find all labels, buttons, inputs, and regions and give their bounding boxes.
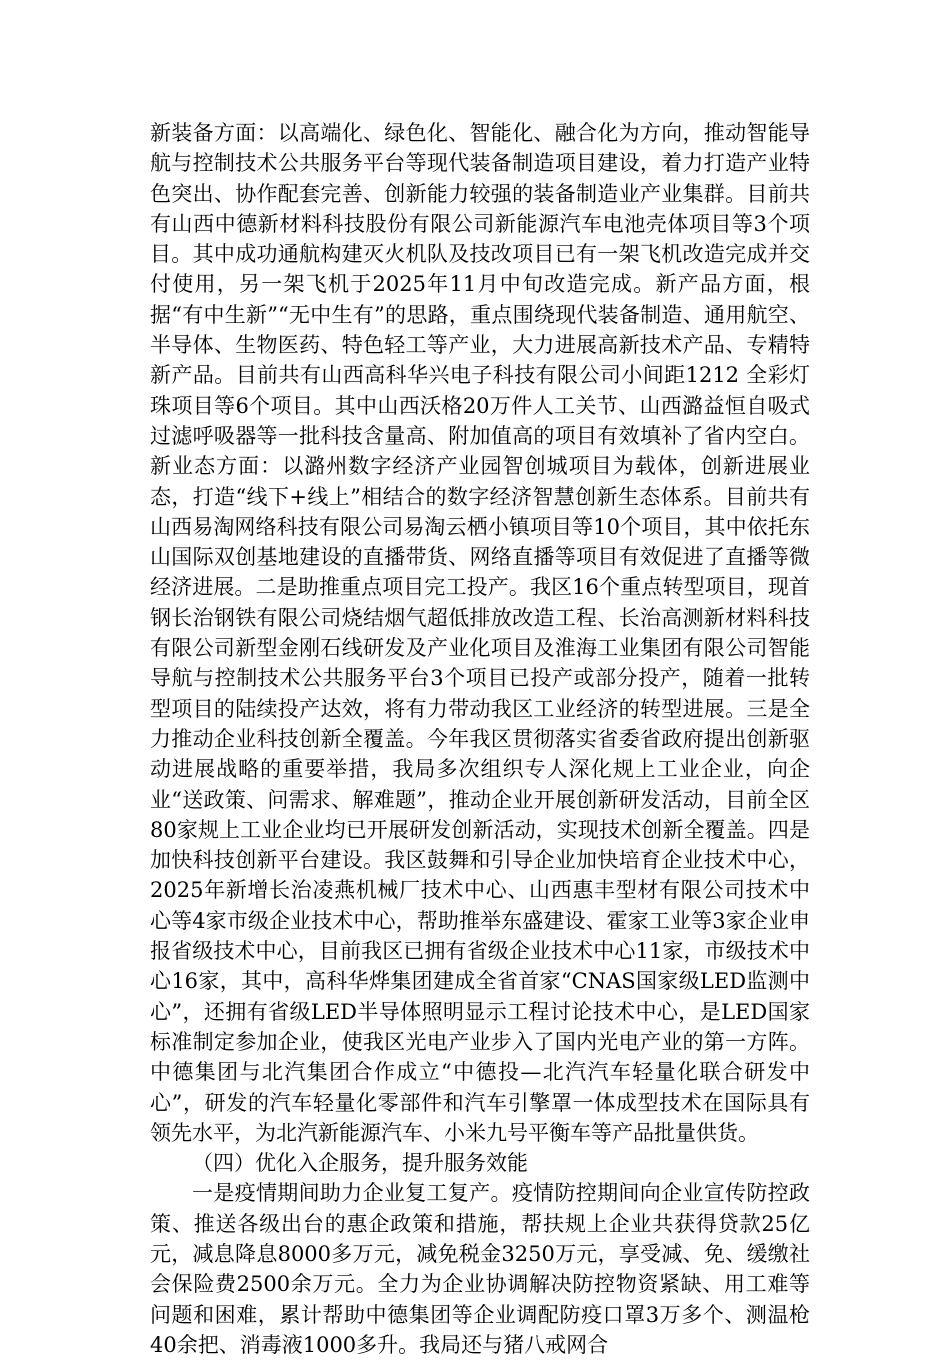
document-page (150, 118, 810, 1360)
body-paragraph: 一是疫情期间助力企业复工复产。疫情防控期间向企业宣传防控政策、推送各级出台的惠企政策和措施，帮扶规上企业共获得贷款25亿元，减息降息8000多万元，减免税金3250万元，享受减、免、缓缴社会保险费2500余万元。全力为企业协调解决防控物资紧缺、用工难等问题和困难，累计帮助中德集团等企业调配防疫口罩3万多个、测温枪40余把、消毒液1000多升。我局还与猪八戒网合 (150, 1181, 810, 1357)
body-paragraph: 新装备方面：以高端化、绿色化、智能化、融合化为方向，推动智能导航与控制技术公共服务平台等现代装备制造项目建设，着力打造产业特色突出、协作配套完善、创新能力较强的装备制造业产业集群。目前共有山西中德新材料科技股份有限公司新能源汽车电池壳体项目等3个项目。其中成功通航构建灭火机队及技改项目已有一架飞机改造完成并交付使用，另一架飞机于2025年11月中旬改造完成。新产品方面，根据“有中生新”“无中生有”的思路，重点围绕现代装备制造、通用航空、半导体、生物医药、特色轻工等产业，大力进展高新技术产品、专精特新产品。目前共有山西高科华兴电子科技有限公司小间距1212 全彩灯珠项目等6个项目。其中山西沃格20万件人工关节、山西潞益恒自吸式过滤呼吸器等一批科技含量高、附加值高的项目有效填补了省内空白。新业态方面：以潞州数字经济产业园智创城项目为载体，创新进展业态，打造“线下+线上”相结合的数字经济智慧创新生态体系。目前共有山西易淘网络科技有限公司易淘云栖小镇项目等10个项目，其中依托东山国际双创基地建设的直播带货、网络直播等项目有效促进了直播等微经济进展。二是助推重点项目完工投产。我区16个重点转型项目，现首钢长治钢铁有限公司烧结烟气超低排放改造工程、长治高测新材料科技有限公司新型金刚石线研发及产业化项目及淮海工业集团有限公司智能导航与控制技术公共服务平台3个项目已投产或部分投产，随着一批转型项目的陆续投产达效，将有力带动我区工业经济的转型进展。三是全力推动企业科技创新全覆盖。今年我区贯彻落实省委省政府提出创新驱动进展战略的重要举措，我局多次组织专人深化规上工业企业，向企业“送政策、问需求、解难题”，推动企业开展创新研发活动，目前全区80家规上工业企业均已开展研发创新活动，实现技术创新全覆盖。四是加快科技创新平台建设。我区鼓舞和引导企业加快培育企业技术中心，2025年新增长治凌燕机械厂技术中心、山西惠丰型材有限公司技术中心等4家市级企业技术中心，帮助推举东盛建设、霍家工业等3家企业申报省级技术中心，目前我区已拥有省级企业技术中心11家，市级技术中心16家，其中，高科华烨集团建成全省首家“CNAS国家级LED监测中心”，还拥有省级LED半导体照明显示工程讨论技术中心，是LED国家标准制定参加企业，使我区光电产业步入了国内光电产业的第一方阵。中德集团与北汽集团合作成立“中德投—北汽汽车轻量化联合研发中心”，研发的汽车轻量化零部件和汽车引擎罩一体成型技术在国际具有领先水平，为北汽新能源汽车、小米九号平衡车等产品批量供货。 (150, 121, 810, 1145)
section-heading: （四）优化入企服务，提升服务效能 (192, 1151, 528, 1176)
